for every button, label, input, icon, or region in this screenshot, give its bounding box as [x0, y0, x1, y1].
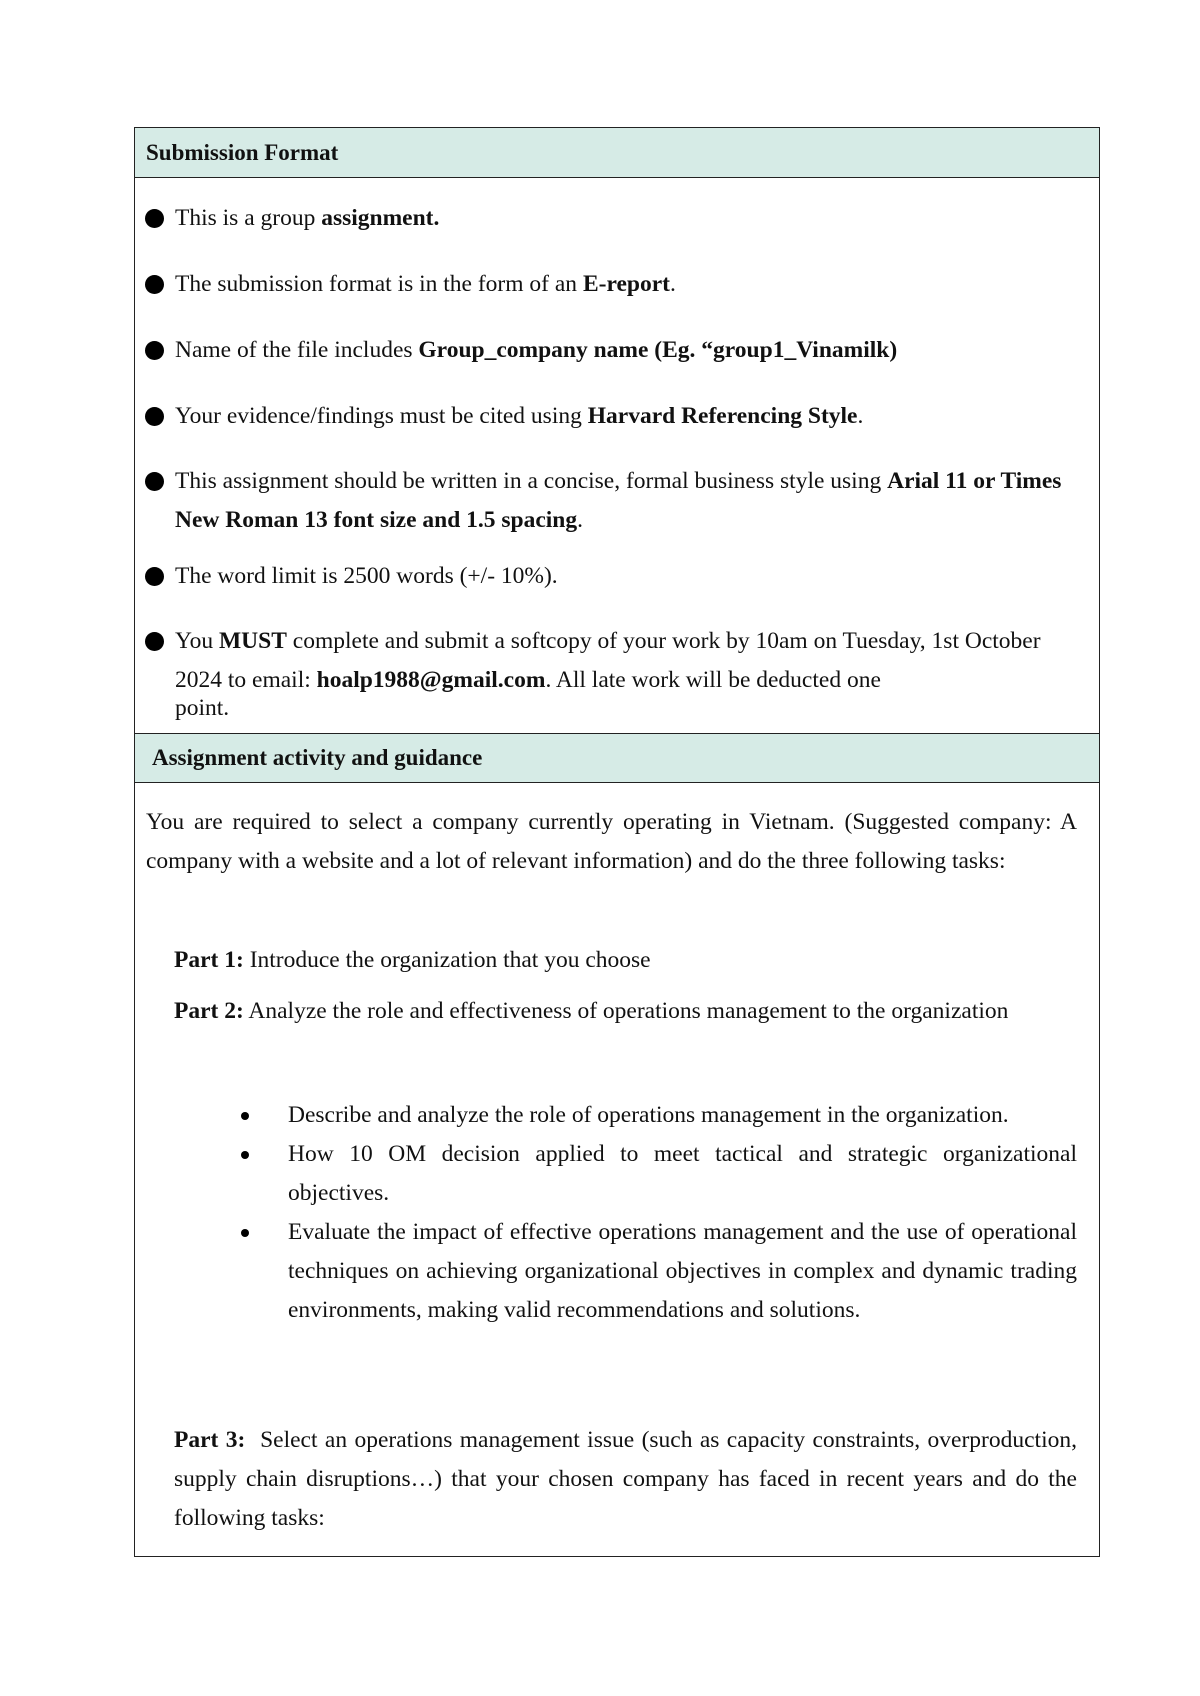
part-3-label: Part 3: [174, 1427, 246, 1453]
bullet-icon [145, 472, 164, 491]
list-item-text: Describe and analyze the role of operations management in the organization. [288, 1102, 1009, 1128]
format-item [145, 622, 1077, 720]
item-text: complete and submit a softcopy of your work by 10am on Tuesday, 1st October 2024 to email: [175, 628, 1041, 693]
bullet-icon [241, 1151, 249, 1159]
format-item [145, 331, 1077, 370]
item-text: This assignment should be written in a concise, formal business style using [175, 468, 888, 494]
item-bold-text: Group_company name (Eg. “group1_Vinamilk) [418, 337, 898, 363]
format-item [145, 397, 1077, 436]
part-2 [174, 992, 1077, 1031]
bullet-icon [145, 567, 164, 586]
guidance-body [135, 783, 1099, 1556]
part-1-text: Introduce the organization that you choose [243, 947, 651, 973]
item-text: Name of the file includes [175, 337, 419, 363]
list-item [235, 1135, 1077, 1213]
list-item [235, 1096, 1077, 1135]
part-2-label: Part 2: [174, 998, 244, 1024]
format-item [145, 557, 1077, 596]
item-bold-text: MUST [219, 628, 287, 654]
submission-format-title: Submission Format [146, 139, 339, 165]
item-bold-text: E-report [582, 271, 670, 297]
bullet-icon [241, 1112, 249, 1120]
list-item [235, 1213, 1077, 1330]
list-item-text: How 10 OM decision applied to meet tactical and strategic organizational objectives. [288, 1141, 1077, 1206]
assignment-table [134, 127, 1100, 1557]
bullet-icon [145, 209, 164, 228]
item-bold-text: assignment. [321, 205, 440, 231]
format-item [145, 462, 1077, 540]
format-item [145, 199, 1077, 238]
bullet-icon [241, 1229, 249, 1237]
item-text: . [857, 403, 864, 429]
item-text: . [669, 271, 676, 297]
item-text: You [175, 628, 219, 654]
bullet-icon [145, 275, 164, 294]
item-text: . All late work will be deducted one [545, 667, 881, 693]
item-bold-text: Harvard Referencing Style [587, 403, 858, 429]
guidance-header [135, 733, 1099, 783]
submission-format-header [135, 128, 1099, 178]
part-1-label: Part 1: [174, 947, 244, 973]
bullet-icon [145, 341, 164, 360]
guidance-intro: You are required to select a company currently operating in Vietnam. (Suggested company: A company with a website and a lot of relevant information) and do the three following tasks: [146, 809, 1077, 874]
item-text: . [577, 507, 584, 533]
item-text: Your evidence/findings must be cited using [175, 403, 588, 429]
list-item-text: Evaluate the impact of effective operations management and the use of operational techniques on achieving organizational objectives in complex and dynamic trading environments, making valid recommendations and solutions. [288, 1219, 1077, 1323]
item-bold-text: Arial 11 or Times New Roman 13 font size and 1.5 spacing [175, 468, 1062, 533]
format-item [145, 265, 1077, 304]
part-2-text: Analyze the role and effectiveness of operations management to the organization [243, 998, 1009, 1024]
submission-format-body [135, 178, 1099, 733]
item-text: The submission format is in the form of an [175, 271, 583, 297]
part-2-bullet-list [235, 1096, 1077, 1330]
item-text: The word limit is 2500 words (+/- 10%). [175, 563, 558, 589]
guidance-title: Assignment activity and guidance [152, 745, 483, 770]
part-3 [174, 1421, 1083, 1538]
bullet-icon [145, 632, 164, 651]
item-text: This is a group [175, 205, 322, 231]
item-text: point. [175, 695, 230, 721]
part-3-text: Select an operations management issue (such as capacity constraints, overproduction, supply chain disruptions…) that your chosen company has faced in recent years and do the following tasks: [174, 1427, 1083, 1531]
part-1 [174, 941, 1077, 980]
email-address: hoalp1988@gmail.com [316, 667, 546, 693]
bullet-icon [145, 407, 164, 426]
